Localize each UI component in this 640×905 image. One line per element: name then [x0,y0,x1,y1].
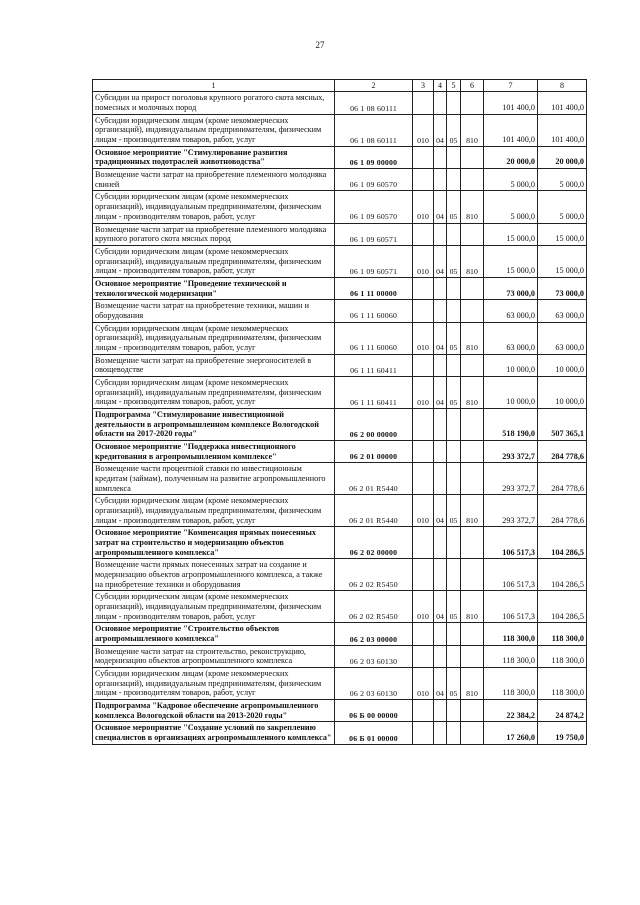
row-amount-2020-cell: 101 400,0 [538,92,587,114]
row-name-cell: Подпрограмма "Кадровое обеспечение агропромышленного комплекса Вологодской области на 2013-2020 годы" [93,700,335,722]
row-amount-2020-cell: 19 750,0 [538,722,587,744]
row-ministry-cell [413,527,434,559]
row-name-cell: Основное мероприятие "Стимулирование развития традиционных подотраслей животноводства" [93,146,335,168]
row-amount-2019-cell: 293 372,7 [484,440,538,462]
row-amount-2020-cell: 10 000,0 [538,376,587,408]
table-header-row [93,80,587,92]
row-amount-2019-cell: 63 000,0 [484,322,538,354]
row-ministry-cell [413,300,434,322]
row-amount-2020-cell: 118 300,0 [538,668,587,700]
row-name-cell: Возмещение части процентной ставки по инвестиционным кредитам (займам), полученным на развитие агропромышленного комплекса [93,463,335,495]
row-amount-2019-cell: 5 000,0 [484,191,538,223]
column-header: 4 [434,80,447,92]
row-code-cell: 06 1 11 00000 [335,277,413,299]
row-expense-type-cell [461,645,484,667]
row-ministry-cell: 010 [413,591,434,623]
row-name-cell: Возмещение части затрат на приобретение племенного молодняка свиней [93,169,335,191]
row-section-cell: 04 [434,191,447,223]
row-ministry-cell [413,277,434,299]
row-subsection-cell [447,463,461,495]
row-ministry-cell [413,408,434,440]
column-header: 5 [447,80,461,92]
row-code-cell: 06 1 09 60570 [335,169,413,191]
row-code-cell: 06 2 01 R5440 [335,463,413,495]
table-row [93,277,587,299]
row-ministry-cell [413,92,434,114]
table-row [93,591,587,623]
row-section-cell: 04 [434,591,447,623]
row-code-cell: 06 2 02 00000 [335,527,413,559]
row-amount-2019-cell: 63 000,0 [484,300,538,322]
row-ministry-cell [413,623,434,645]
row-code-cell: 06 1 11 60060 [335,322,413,354]
row-expense-type-cell [461,300,484,322]
row-name-cell: Субсидии на прирост поголовья крупного рогатого скота мясных, помесных и молочных пород [93,92,335,114]
row-section-cell [434,645,447,667]
row-subsection-cell: 05 [447,591,461,623]
row-section-cell [434,408,447,440]
row-subsection-cell [447,527,461,559]
row-subsection-cell [447,408,461,440]
row-amount-2019-cell: 15 000,0 [484,223,538,245]
table-row [93,668,587,700]
row-name-cell: Возмещение части затрат на строительство, реконструкцию, модернизацию объектов агропромышленного комплекса [93,645,335,667]
row-expense-type-cell [461,223,484,245]
row-amount-2020-cell: 104 286,5 [538,527,587,559]
row-code-cell: 06 1 08 60111 [335,114,413,146]
row-code-cell: 06 1 08 60111 [335,92,413,114]
row-name-cell: Возмещение части затрат на приобретение энергоносителей в овощеводстве [93,354,335,376]
row-amount-2020-cell: 15 000,0 [538,223,587,245]
row-subsection-cell [447,440,461,462]
row-section-cell [434,354,447,376]
row-code-cell: 06 Б 01 00000 [335,722,413,744]
table-row [93,354,587,376]
row-amount-2019-cell: 101 400,0 [484,92,538,114]
row-expense-type-cell: 810 [461,668,484,700]
table-row [93,223,587,245]
row-amount-2019-cell: 118 300,0 [484,623,538,645]
row-amount-2020-cell: 15 000,0 [538,245,587,277]
row-amount-2020-cell: 63 000,0 [538,300,587,322]
table-row [93,169,587,191]
row-amount-2020-cell: 5 000,0 [538,169,587,191]
table-row [93,623,587,645]
row-section-cell [434,527,447,559]
row-code-cell: 06 Б 00 00000 [335,700,413,722]
row-amount-2020-cell: 73 000,0 [538,277,587,299]
row-ministry-cell [413,463,434,495]
row-subsection-cell [447,354,461,376]
table-row [93,495,587,527]
row-expense-type-cell [461,559,484,591]
column-header: 1 [93,80,335,92]
column-header: 7 [484,80,538,92]
row-ministry-cell [413,146,434,168]
column-header: 8 [538,80,587,92]
row-expense-type-cell [461,722,484,744]
row-section-cell: 04 [434,668,447,700]
row-subsection-cell: 05 [447,495,461,527]
row-amount-2019-cell: 15 000,0 [484,245,538,277]
table-row [93,146,587,168]
row-name-cell: Основное мероприятие "Поддержка инвестиционного кредитования в агропромышленном комплексе" [93,440,335,462]
row-amount-2019-cell: 293 372,7 [484,495,538,527]
row-name-cell: Возмещение части затрат на приобретение техники, машин и оборудования [93,300,335,322]
table-row [93,114,587,146]
row-amount-2020-cell: 101 400,0 [538,114,587,146]
row-subsection-cell [447,223,461,245]
row-amount-2020-cell: 104 286,5 [538,559,587,591]
row-expense-type-cell: 810 [461,495,484,527]
row-section-cell [434,463,447,495]
row-amount-2020-cell: 20 000,0 [538,146,587,168]
row-subsection-cell: 05 [447,376,461,408]
row-subsection-cell [447,645,461,667]
row-amount-2020-cell: 284 778,6 [538,495,587,527]
row-subsection-cell: 05 [447,114,461,146]
row-amount-2019-cell: 5 000,0 [484,169,538,191]
row-subsection-cell: 05 [447,322,461,354]
row-amount-2019-cell: 293 372,7 [484,463,538,495]
row-code-cell: 06 2 00 00000 [335,408,413,440]
column-header: 3 [413,80,434,92]
row-expense-type-cell [461,623,484,645]
row-ministry-cell [413,223,434,245]
row-amount-2020-cell: 24 874,2 [538,700,587,722]
row-ministry-cell [413,169,434,191]
row-expense-type-cell [461,146,484,168]
row-subsection-cell [447,623,461,645]
row-expense-type-cell [461,440,484,462]
row-expense-type-cell [461,463,484,495]
row-code-cell: 06 1 09 60571 [335,223,413,245]
table-row [93,245,587,277]
row-subsection-cell: 05 [447,245,461,277]
row-subsection-cell [447,722,461,744]
row-section-cell [434,623,447,645]
row-section-cell [434,440,447,462]
row-ministry-cell: 010 [413,495,434,527]
row-name-cell: Основное мероприятие "Строительство объектов агропромышленного комплекса" [93,623,335,645]
row-ministry-cell: 010 [413,322,434,354]
row-expense-type-cell [461,169,484,191]
row-name-cell: Субсидии юридическим лицам (кроме некоммерческих организаций), индивидуальным предпринимателям, физическим лицам - производителям товаров, работ, услуг [93,668,335,700]
row-section-cell [434,277,447,299]
row-ministry-cell: 010 [413,245,434,277]
row-amount-2019-cell: 106 517,3 [484,559,538,591]
row-section-cell [434,223,447,245]
row-section-cell [434,559,447,591]
row-section-cell [434,92,447,114]
row-code-cell: 06 1 09 60570 [335,191,413,223]
table-row [93,300,587,322]
row-name-cell: Субсидии юридическим лицам (кроме некоммерческих организаций), индивидуальным предпринимателям, физическим лицам - производителям товаров, работ, услуг [93,495,335,527]
row-name-cell: Субсидии юридическим лицам (кроме некоммерческих организаций), индивидуальным предпринимателям, физическим лицам - производителям товаров, работ, услуг [93,591,335,623]
row-code-cell: 06 1 11 60060 [335,300,413,322]
row-amount-2019-cell: 106 517,3 [484,527,538,559]
row-ministry-cell [413,645,434,667]
row-code-cell: 06 2 01 00000 [335,440,413,462]
row-amount-2020-cell: 118 300,0 [538,645,587,667]
row-ministry-cell [413,354,434,376]
row-amount-2020-cell: 104 286,5 [538,591,587,623]
row-expense-type-cell [461,527,484,559]
row-section-cell [434,700,447,722]
row-code-cell: 06 1 09 60571 [335,245,413,277]
row-name-cell: Основное мероприятие "Создание условий по закреплению специалистов в организациях агропромышленного комплекса" [93,722,335,744]
table-row [93,463,587,495]
table-row [93,559,587,591]
row-section-cell [434,300,447,322]
row-amount-2020-cell: 5 000,0 [538,191,587,223]
row-name-cell: Возмещение части прямых понесенных затрат на создание и модернизацию объектов агропромышленного комплекса, а также на приобретение техники и оборудования [93,559,335,591]
row-amount-2019-cell: 118 300,0 [484,668,538,700]
row-expense-type-cell: 810 [461,591,484,623]
row-subsection-cell: 05 [447,191,461,223]
row-amount-2020-cell: 118 300,0 [538,623,587,645]
row-name-cell: Основное мероприятие "Проведение технической и технологической модернизации" [93,277,335,299]
row-code-cell: 06 2 01 R5440 [335,495,413,527]
row-name-cell: Субсидии юридическим лицам (кроме некоммерческих организаций), индивидуальным предпринимателям, физическим лицам - производителям товаров, работ, услуг [93,191,335,223]
row-expense-type-cell: 810 [461,376,484,408]
row-subsection-cell [447,277,461,299]
row-subsection-cell [447,92,461,114]
table-row [93,92,587,114]
row-expense-type-cell [461,277,484,299]
row-name-cell: Субсидии юридическим лицам (кроме некоммерческих организаций), индивидуальным предпринимателям, физическим лицам - производителям товаров, работ, услуг [93,376,335,408]
row-amount-2020-cell: 284 778,6 [538,440,587,462]
row-code-cell: 06 2 03 60130 [335,645,413,667]
row-ministry-cell: 010 [413,114,434,146]
row-section-cell [434,722,447,744]
row-section-cell: 04 [434,245,447,277]
row-amount-2019-cell: 10 000,0 [484,376,538,408]
row-code-cell: 06 2 03 00000 [335,623,413,645]
row-name-cell: Основное мероприятие "Компенсация прямых понесенных затрат на строительство и модернизацию объектов агропромышленного комплекса" [93,527,335,559]
row-subsection-cell [447,169,461,191]
row-subsection-cell [447,700,461,722]
row-section-cell [434,146,447,168]
row-name-cell: Субсидии юридическим лицам (кроме некоммерческих организаций), индивидуальным предпринимателям, физическим лицам - производителям товаров, работ, услуг [93,322,335,354]
row-code-cell: 06 2 02 R5450 [335,559,413,591]
table-row [93,527,587,559]
row-ministry-cell: 010 [413,191,434,223]
row-amount-2019-cell: 10 000,0 [484,354,538,376]
row-expense-type-cell: 810 [461,245,484,277]
row-amount-2019-cell: 73 000,0 [484,277,538,299]
table-row [93,440,587,462]
row-section-cell: 04 [434,376,447,408]
row-expense-type-cell [461,408,484,440]
table-row [93,645,587,667]
row-amount-2019-cell: 20 000,0 [484,146,538,168]
row-subsection-cell [447,300,461,322]
row-ministry-cell [413,700,434,722]
row-code-cell: 06 1 11 60411 [335,354,413,376]
table-row [93,722,587,744]
row-amount-2019-cell: 17 260,0 [484,722,538,744]
table-row [93,376,587,408]
row-amount-2019-cell: 106 517,3 [484,591,538,623]
row-subsection-cell [447,559,461,591]
row-ministry-cell [413,722,434,744]
budget-table [92,79,587,745]
table-row [93,322,587,354]
row-ministry-cell [413,559,434,591]
column-header: 2 [335,80,413,92]
row-code-cell: 06 2 02 R5450 [335,591,413,623]
row-code-cell: 06 1 09 00000 [335,146,413,168]
row-amount-2020-cell: 284 778,6 [538,463,587,495]
row-name-cell: Подпрограмма "Стимулирование инвестиционной деятельности в агропромышленном комплексе Вологодской области на 2017-2020 годы" [93,408,335,440]
row-section-cell: 04 [434,114,447,146]
row-ministry-cell [413,440,434,462]
row-amount-2019-cell: 118 300,0 [484,645,538,667]
row-code-cell: 06 1 11 60411 [335,376,413,408]
row-expense-type-cell [461,92,484,114]
row-section-cell [434,169,447,191]
row-code-cell: 06 2 03 60130 [335,668,413,700]
row-name-cell: Субсидии юридическим лицам (кроме некоммерческих организаций), индивидуальным предпринимателям, физическим лицам - производителям товаров, работ, услуг [93,114,335,146]
table-row [93,700,587,722]
row-expense-type-cell: 810 [461,322,484,354]
row-amount-2019-cell: 22 384,2 [484,700,538,722]
row-amount-2019-cell: 518 190,0 [484,408,538,440]
table-row [93,191,587,223]
row-section-cell: 04 [434,322,447,354]
row-ministry-cell: 010 [413,376,434,408]
row-section-cell: 04 [434,495,447,527]
row-subsection-cell: 05 [447,668,461,700]
page-number: 27 [315,40,325,50]
row-expense-type-cell: 810 [461,191,484,223]
row-expense-type-cell: 810 [461,114,484,146]
row-ministry-cell: 010 [413,668,434,700]
column-header: 6 [461,80,484,92]
row-amount-2020-cell: 63 000,0 [538,322,587,354]
row-name-cell: Субсидии юридическим лицам (кроме некоммерческих организаций), индивидуальным предпринимателям, физическим лицам - производителям товаров, работ, услуг [93,245,335,277]
row-amount-2020-cell: 10 000,0 [538,354,587,376]
row-subsection-cell [447,146,461,168]
row-amount-2020-cell: 507 365,1 [538,408,587,440]
row-name-cell: Возмещение части затрат на приобретение племенного молодняка крупного рогатого скота мясных пород [93,223,335,245]
table-row [93,408,587,440]
row-amount-2019-cell: 101 400,0 [484,114,538,146]
row-expense-type-cell [461,700,484,722]
row-expense-type-cell [461,354,484,376]
